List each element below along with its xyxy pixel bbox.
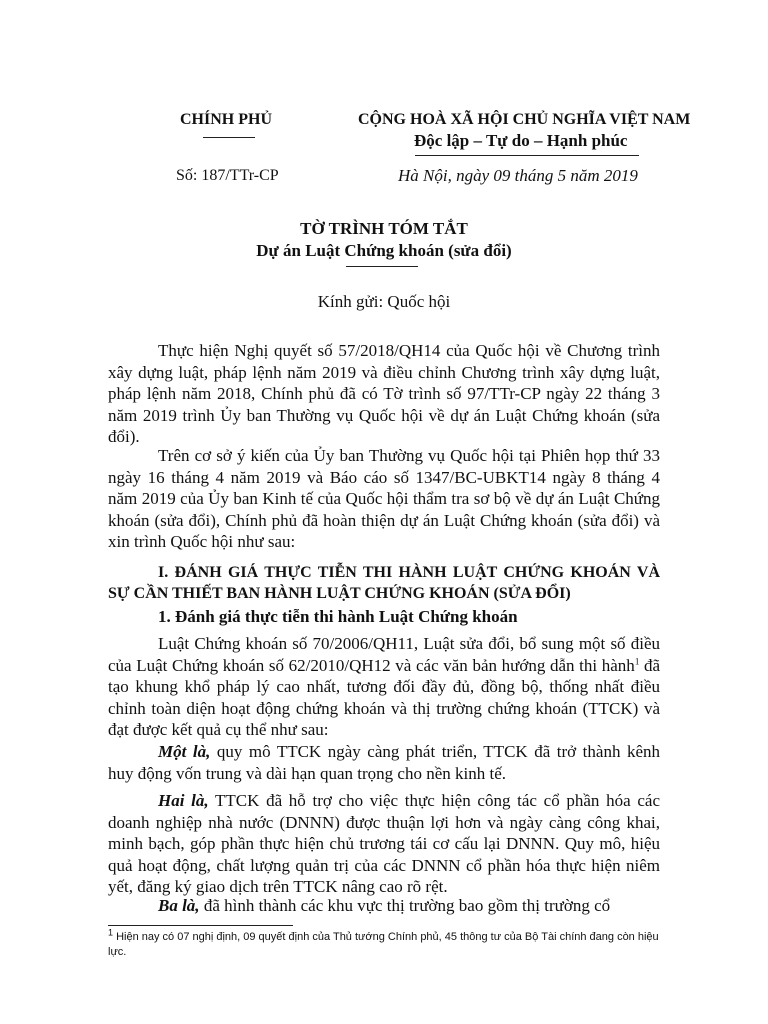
salutation: Kính gửi: Quốc hội — [317, 292, 451, 311]
paragraph-3-text-a: Luật Chứng khoán số 70/2006/QH11, Luật sửa đổi, bổ sung một số điều của Luật Chứng khoán số 62/2010/QH12 và các văn bản hướng dẫn thi hành — [108, 634, 660, 675]
paragraph-1: Thực hiện Nghị quyết số 57/2018/QH14 của Quốc hội về Chương trình xây dựng luật, pháp lệnh năm 2019 và điều chỉnh Chương trình xây dựng luật, pháp lệnh năm 2018, Chính phủ đã có Tờ trình số 97/TTr-CP ngày 22 tháng 3 năm 2019 trình Ủy ban Thường vụ Quốc hội về dự án Luật Chứng khoán (sửa đổi). — [108, 341, 660, 447]
paragraph-6 — [108, 895, 660, 917]
document-number: Số: 187/TTr-CP — [176, 167, 279, 184]
org-underline — [203, 137, 255, 138]
footnote-mark: 1 — [108, 927, 114, 938]
point-one-text: quy mô TTCK ngày càng phát triển, TTCK đã trở thành kênh huy động vốn trung và dài hạn quan trọng cho nền kinh tế. — [108, 742, 661, 783]
subsection-heading-1: 1. Đánh giá thực tiễn thi hành Luật Chứng khoán — [158, 607, 518, 626]
point-two-text: TTCK đã hỗ trợ cho việc thực hiện công tác cổ phần hóa các doanh nghiệp nhà nước (DNNN) được thuận lợi hơn và ngày càng công khai, minh bạch, góp phần thực hiện chủ trương tái cơ cấu lại DNNN. Quy mô, hiệu quả hoạt động, chất lượng quản trị của các DNNN cổ phần hóa thực hiện niêm yết, đăng ký giao dịch trên TTCK nâng cao rõ rệt. — [108, 791, 660, 897]
paragraph-5 — [108, 790, 660, 898]
title-underline — [346, 266, 418, 267]
footnote — [108, 927, 660, 960]
footnote-text: Hiện nay có 07 nghị định, 09 quyết định của Thủ tướng Chính phủ, 45 thông tư của Bộ Tài chính đang còn hiệu lực. — [108, 931, 659, 958]
place-date: Hà Nội, ngày 09 tháng 5 năm 2019 — [398, 166, 638, 185]
motto-underline — [415, 155, 639, 156]
section-heading-1: I. ĐÁNH GIÁ THỰC TIỄN THI HÀNH LUẬT CHỨNG KHOÁN VÀ SỰ CẦN THIẾT BAN HÀNH LUẬT CHỨNG KHOÁN (SỬA ĐỔI) — [108, 564, 660, 602]
document-subtitle: Dự án Luật Chứng khoán (sửa đổi) — [256, 241, 512, 260]
paragraph-4 — [108, 741, 660, 784]
document-title: TỜ TRÌNH TÓM TẮT — [300, 219, 468, 238]
point-three-lead: Ba là, — [158, 896, 200, 915]
footnote-separator — [108, 925, 293, 926]
paragraph-3-text-b: đã tạo khung khổ pháp lý cao nhất, tương đối đầy đủ, đồng bộ, thống nhất điều chỉnh toàn diện hoạt động chứng khoán và thị trường chứng khoán (TTCK) và đạt được kết quả cụ thể như sau: — [108, 655, 660, 740]
republic-name: CỘNG HOÀ XÃ HỘI CHỦ NGHĨA VIỆT NAM — [358, 111, 691, 128]
paragraph-3 — [108, 633, 660, 741]
paragraph-2: Trên cơ sở ý kiến của Ủy ban Thường vụ Quốc hội tại Phiên họp thứ 33 ngày 16 tháng 4 năm 2019 và Báo cáo số 1347/BC-UBKT14 ngày 8 tháng 4 năm 2019 của Ủy ban Kinh tế của Quốc hội thẩm tra sơ bộ về dự án Luật Chứng khoán (sửa đổi), Chính phủ đã hoàn thiện dự án Luật Chứng khoán (sửa đổi) và xin trình Quốc hội như sau: — [108, 446, 660, 552]
footnote-reference: 1 — [634, 655, 640, 666]
national-motto: Độc lập – Tự do – Hạnh phúc — [414, 131, 628, 150]
point-one-lead: Một là, — [158, 742, 211, 761]
point-two-lead: Hai là, — [158, 791, 209, 810]
point-three-text: đã hình thành các khu vực thị trường bao gồm thị trường cổ — [199, 896, 611, 915]
issuing-body: CHÍNH PHỦ — [180, 111, 272, 128]
